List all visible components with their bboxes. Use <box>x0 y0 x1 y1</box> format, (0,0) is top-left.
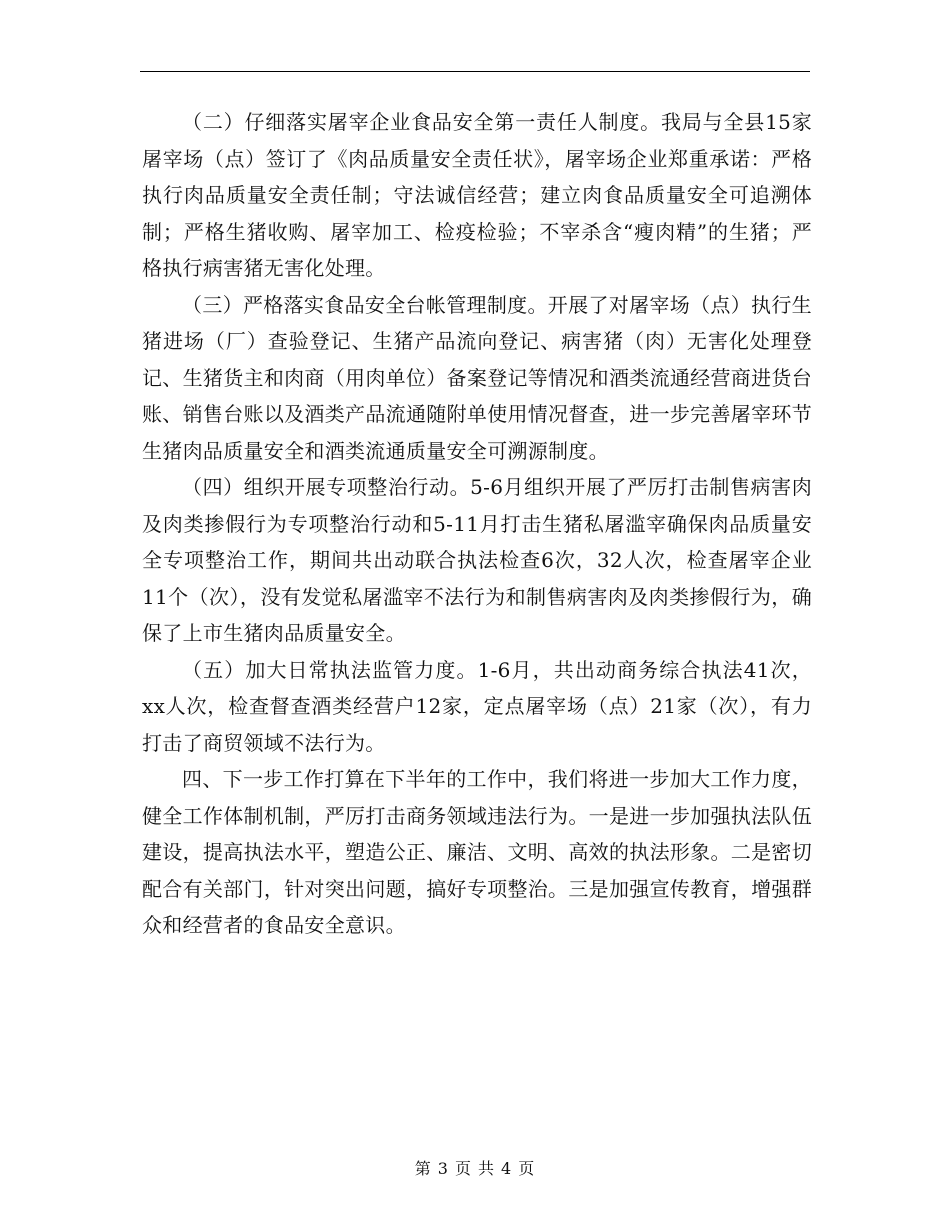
footer-prefix: 第 <box>414 1159 432 1178</box>
paragraph-4: （四）组织开展专项整治行动。5-6月组织开展了严厉打击制售病害肉及肉类掺假行为专项整治行动和5-11月打击生猪私屠滥宰确保肉品质量安全专项整治工作，期间共出动联合执法检查6次，32人次，检查屠宰企业11个（次），没有发觉私屠滥宰不法行为和制售病害肉及肉类掺假行为，确保了上市生猪肉品质量安全。 <box>142 475 812 645</box>
paragraph-3: （三）严格落实食品安全台帐管理制度。开展了对屠宰场（点）执行生猪进场（厂）查验登记、生猪产品流向登记、病害猪（肉）无害化处理登记、生猪货主和肉商（用肉单位）备案登记等情况和酒类流通经营商进货台账、销售台账以及酒类产品流通随附单使用情况督查，进一步完善屠宰环节生猪肉品质量安全和酒类流通质量安全可溯源制度。 <box>142 292 812 463</box>
page-footer <box>0 1156 950 1179</box>
total-pages-number: 4 <box>501 1159 513 1178</box>
paragraph-5: （五）加大日常执法监管力度。1-6月，共出动商务综合执法41次，xx人次，检查督查酒类经营户12家，定点屠宰场（点）21家（次），有力打击了商贸领域不法行为。 <box>142 657 812 755</box>
footer-suffix: 页 <box>518 1159 536 1178</box>
document-body <box>142 104 812 944</box>
paragraph-2: （二）仔细落实屠宰企业食品安全第一责任人制度。我局与全县15家屠宰场（点）签订了《肉品质量安全责任状》，屠宰场企业郑重承诺：严格执行肉品质量安全责任制；守法诚信经营；建立肉食品质量安全可追溯体制；严格生猪收购、屠宰加工、检疫检验；不宰杀含“瘦肉精”的生猪；严格执行病害猪无害化处理。 <box>142 110 812 280</box>
footer-middle: 页 共 <box>454 1159 496 1178</box>
paragraph-next-steps: 四、下一步工作打算在下半年的工作中，我们将进一步加大工作力度，健全工作体制机制，严厉打击商务领域违法行为。一是进一步加强执法队伍建设，提高执法水平，塑造公正、廉洁、文明、高效的执法形象。二是密切配合有关部门，针对突出问题，搞好专项整治。三是加强宣传教育，增强群众和经营者的食品安全意识。 <box>142 767 812 937</box>
current-page-number: 3 <box>437 1159 449 1178</box>
header-rule <box>140 71 810 72</box>
